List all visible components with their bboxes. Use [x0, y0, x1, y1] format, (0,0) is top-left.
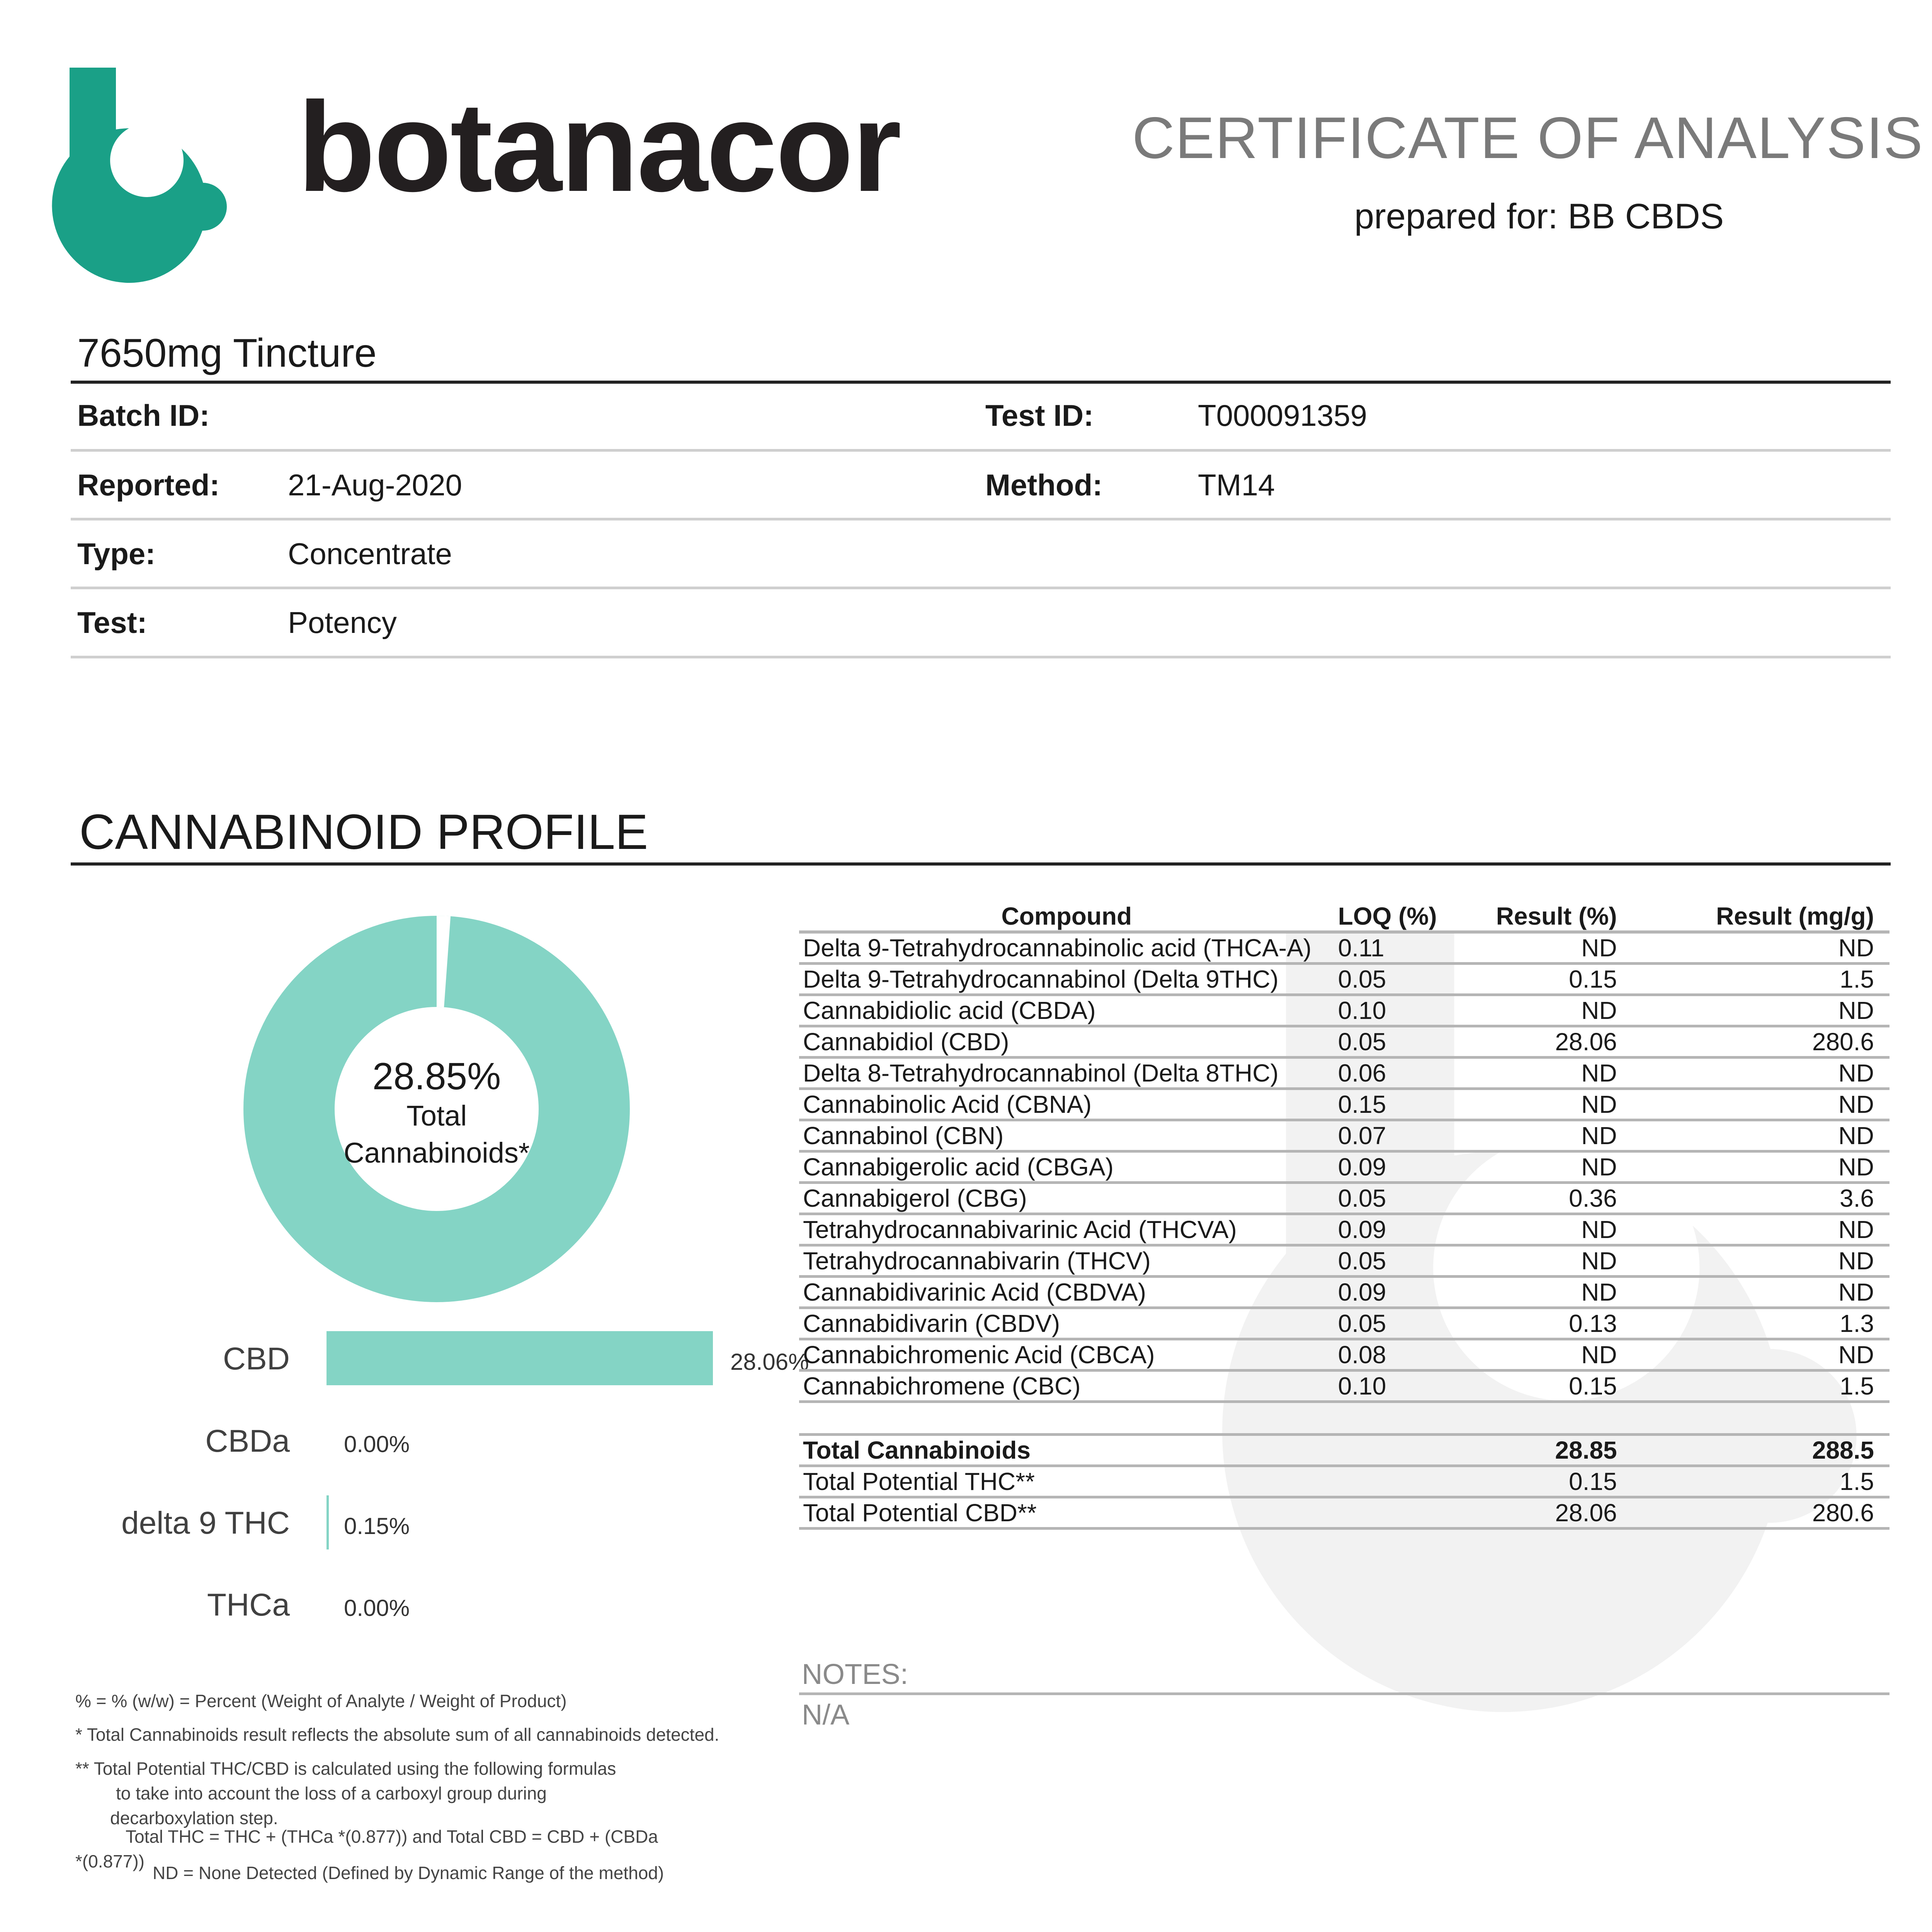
cell-result-mg: 280.6: [1812, 1028, 1874, 1056]
cell-loq: 0.10: [1338, 1372, 1386, 1400]
table-row: [799, 1309, 1889, 1340]
table-row: [799, 1153, 1889, 1184]
cell-loq: 0.05: [1338, 1028, 1386, 1056]
botanacor-logo-icon: [70, 68, 232, 234]
cell-loq: 0.11: [1338, 934, 1384, 962]
table-row: [799, 1215, 1889, 1247]
cell-result-mg: ND: [1838, 1341, 1874, 1369]
test-id-label: Test ID:: [985, 398, 1094, 432]
document-title: CERTIFICATE OF ANALYSIS: [1132, 105, 1923, 171]
cell-result-mg: 280.6: [1812, 1499, 1874, 1527]
table-row: [799, 996, 1889, 1027]
cell-result-mg: 1.5: [1840, 1468, 1874, 1495]
divider: [799, 1692, 1889, 1695]
section-title-profile: CANNABINOID PROFILE: [79, 804, 648, 860]
cell-compound: Cannabidiol (CBD): [803, 1028, 1009, 1056]
divider: [71, 656, 1891, 658]
reported-label: Reported:: [77, 468, 220, 502]
footnote: decarboxylation step.: [110, 1808, 278, 1828]
cell-result-mg: 1.5: [1840, 965, 1874, 993]
cell-result-mg: ND: [1838, 1090, 1874, 1118]
table-row: [799, 1090, 1889, 1121]
method-label: Method:: [985, 468, 1103, 502]
cell-loq: 0.05: [1338, 1310, 1386, 1337]
cell-compound: Cannabigerolic acid (CBGA): [803, 1153, 1114, 1181]
cell-loq: 0.09: [1338, 1278, 1386, 1306]
cell-loq: 0.15: [1338, 1090, 1386, 1118]
cell-result-mg: ND: [1838, 1153, 1874, 1181]
bar-value: 0.00%: [344, 1595, 410, 1621]
table-row: [799, 1498, 1889, 1530]
cell-loq: 0.05: [1338, 1184, 1386, 1212]
table-row: [799, 1059, 1889, 1090]
cell-compound: Delta 8-Tetrahydrocannabinol (Delta 8THC): [803, 1059, 1279, 1087]
table-row: [799, 1184, 1889, 1215]
footnote: * Total Cannabinoids result reflects the absolute sum of all cannabinoids detected.: [75, 1725, 719, 1745]
donut-center-label: [301, 1055, 572, 1172]
product-name: 7650mg Tincture: [77, 331, 377, 376]
method-value: TM14: [1198, 468, 1275, 502]
cell-result-pct: ND: [1581, 1122, 1617, 1150]
cell-compound: Tetrahydrocannabivarin (THCV): [803, 1247, 1151, 1275]
cell-result-mg: 288.5: [1812, 1436, 1874, 1464]
cell-result-mg: ND: [1838, 1247, 1874, 1275]
bar: [327, 1331, 713, 1385]
col-result-mg: Result (mg/g): [1716, 902, 1874, 930]
donut-line2: Cannabinoids*: [344, 1137, 530, 1169]
cell-result-mg: ND: [1838, 1059, 1874, 1087]
reported-value: 21-Aug-2020: [288, 468, 463, 502]
cell-result-pct: 0.15: [1569, 1372, 1617, 1400]
cell-result-mg: 1.3: [1840, 1310, 1874, 1337]
bar-value: 0.15%: [344, 1513, 410, 1539]
cell-result-mg: ND: [1838, 934, 1874, 962]
cell-compound: Total Potential THC**: [803, 1468, 1035, 1495]
cell-result-mg: ND: [1838, 1216, 1874, 1243]
notes-title: NOTES:: [802, 1658, 908, 1690]
cell-compound: Tetrahydrocannabivarinic Acid (THCVA): [803, 1216, 1237, 1243]
cell-result-pct: 28.06: [1555, 1499, 1617, 1527]
footnote: to take into account the loss of a carboxyl group during: [116, 1783, 547, 1803]
cell-compound: Total Potential CBD**: [803, 1499, 1037, 1527]
cell-loq: 0.09: [1338, 1216, 1386, 1243]
table-row: [799, 1121, 1889, 1153]
cell-result-mg: 1.5: [1840, 1372, 1874, 1400]
cell-result-mg: ND: [1838, 1122, 1874, 1150]
divider: [71, 449, 1891, 452]
cell-result-pct: ND: [1581, 1090, 1617, 1118]
donut-value: 28.85%: [372, 1055, 501, 1097]
cell-result-pct: ND: [1581, 1216, 1617, 1243]
cell-result-pct: ND: [1581, 997, 1617, 1024]
cell-loq: 0.09: [1338, 1153, 1386, 1181]
bar-value: 0.00%: [344, 1431, 410, 1457]
cell-result-pct: 28.06: [1555, 1028, 1617, 1056]
table-row: [799, 965, 1889, 996]
cell-result-pct: ND: [1581, 1059, 1617, 1087]
footnote: % = % (w/w) = Percent (Weight of Analyte / Weight of Product): [75, 1691, 567, 1711]
prepared-for: prepared for: BB CBDS: [1354, 197, 1724, 236]
cell-compound: Cannabichromene (CBC): [803, 1372, 1081, 1400]
footnote: *(0.877)): [75, 1851, 145, 1871]
cell-loq: 0.08: [1338, 1341, 1386, 1369]
table-row: [799, 1372, 1889, 1403]
cell-compound: Cannabidivarinic Acid (CBDVA): [803, 1278, 1146, 1306]
test-id-value: T000091359: [1198, 398, 1367, 432]
cell-loq: 0.06: [1338, 1059, 1386, 1087]
cell-result-pct: ND: [1581, 1247, 1617, 1275]
cell-compound: Cannabinolic Acid (CBNA): [803, 1090, 1092, 1118]
test-value: Potency: [288, 605, 397, 639]
bar-label: CBD: [223, 1341, 290, 1376]
bar-label: delta 9 THC: [121, 1505, 290, 1541]
cell-loq: 0.10: [1338, 997, 1386, 1024]
cell-compound: Cannabidivarin (CBDV): [803, 1310, 1060, 1337]
type-label: Type:: [77, 537, 156, 571]
cell-loq: 0.07: [1338, 1122, 1386, 1150]
table-row: [799, 1247, 1889, 1278]
brand-wordmark: botanacor: [298, 75, 900, 218]
cell-result-pct: ND: [1581, 934, 1617, 962]
cell-result-pct: ND: [1581, 1278, 1617, 1306]
cell-compound: Total Cannabinoids: [803, 1436, 1031, 1464]
footnote: Total THC = THC + (THCa *(0.877)) and Total CBD = CBD + (CBDa: [126, 1827, 658, 1847]
table-row: [799, 1436, 1889, 1467]
cell-compound: Cannabigerol (CBG): [803, 1184, 1027, 1212]
bar-value: 28.06%: [730, 1349, 809, 1375]
bar-label: CBDa: [205, 1423, 290, 1459]
cell-compound: Cannabichromenic Acid (CBCA): [803, 1341, 1155, 1369]
table-row: [799, 934, 1889, 965]
bar-label: THCa: [207, 1587, 290, 1622]
bar: [327, 1495, 329, 1549]
divider: [71, 518, 1891, 520]
table-header: [799, 896, 1889, 934]
table-row: [799, 1340, 1889, 1372]
cell-result-pct: ND: [1581, 1341, 1617, 1369]
cell-result-pct: 0.15: [1569, 965, 1617, 993]
cell-result-pct: 0.36: [1569, 1184, 1617, 1212]
test-label: Test:: [77, 605, 147, 639]
cell-result-pct: 0.15: [1569, 1468, 1617, 1495]
table-row: [799, 1467, 1889, 1498]
divider: [71, 587, 1891, 589]
divider: [71, 381, 1891, 384]
footnote: ND = None Detected (Defined by Dynamic Range of the method): [153, 1863, 664, 1883]
table-body: [799, 934, 1889, 1403]
cell-result-pct: ND: [1581, 1153, 1617, 1181]
col-compound: Compound: [1001, 902, 1132, 930]
table-totals: [799, 1436, 1889, 1530]
col-result-pct: Result (%): [1496, 902, 1617, 930]
cell-result-mg: ND: [1838, 1278, 1874, 1306]
cell-loq: 0.05: [1338, 1247, 1386, 1275]
cell-compound: Cannabinol (CBN): [803, 1122, 1004, 1150]
type-value: Concentrate: [288, 537, 452, 571]
notes-value: N/A: [802, 1699, 850, 1731]
cell-loq: 0.05: [1338, 965, 1386, 993]
cell-compound: Cannabidiolic acid (CBDA): [803, 997, 1096, 1024]
table-row: [799, 1278, 1889, 1309]
cell-result-mg: ND: [1838, 997, 1874, 1024]
table-row: [799, 1027, 1889, 1059]
footnote: ** Total Potential THC/CBD is calculated using the following formulas: [75, 1759, 616, 1779]
cell-result-pct: 28.85: [1555, 1436, 1617, 1464]
cell-result-pct: 0.13: [1569, 1310, 1617, 1337]
col-loq: LOQ (%): [1338, 902, 1437, 930]
batch-id-label: Batch ID:: [77, 398, 210, 432]
divider: [71, 862, 1891, 866]
cannabinoid-table: [799, 896, 1889, 1530]
cell-result-mg: 3.6: [1840, 1184, 1874, 1212]
cell-compound: Delta 9-Tetrahydrocannabinolic acid (THCA-A): [803, 934, 1312, 962]
cell-compound: Delta 9-Tetrahydrocannabinol (Delta 9THC): [803, 965, 1279, 993]
table-spacer: [799, 1403, 1889, 1436]
donut-line1: Total: [406, 1100, 467, 1132]
